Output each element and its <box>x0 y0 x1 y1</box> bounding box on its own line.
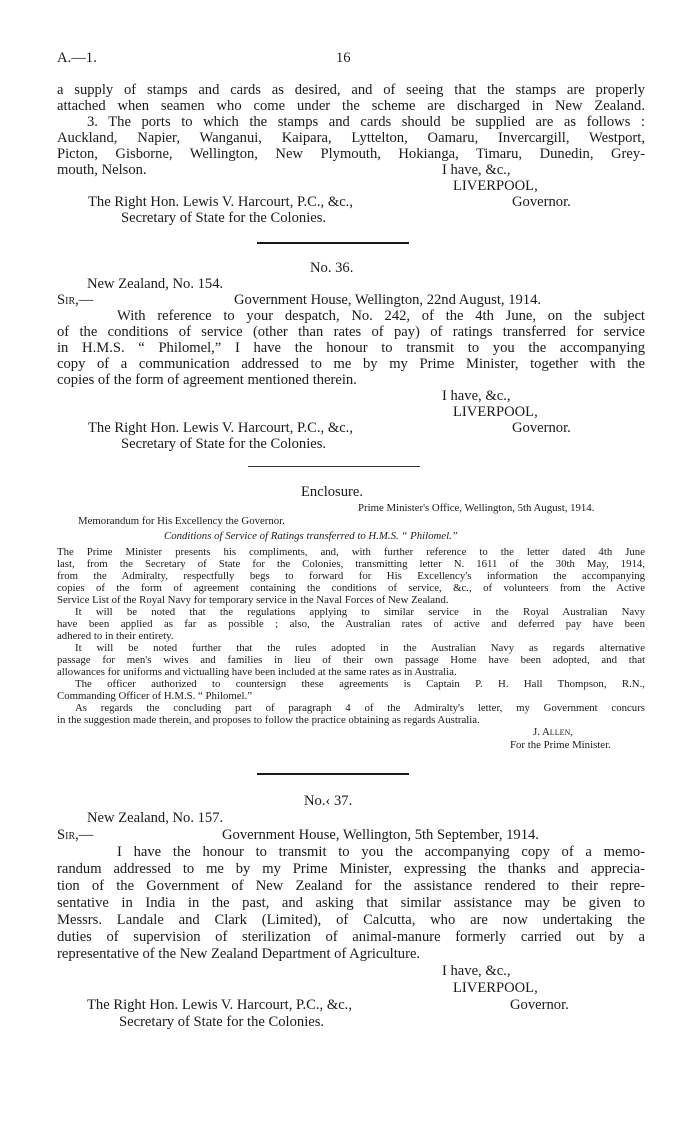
addressee-office: Secretary of State for the Colonies. <box>121 436 327 452</box>
text-line: randum addressed to me by my Prime Minister, expressing the thanks and apprecia- <box>57 861 645 877</box>
memo-line: The officer authorized to countersign these agreements is Captain P. H. Hall Thompson, R.N., <box>75 678 645 690</box>
page-number: 16 <box>336 50 351 66</box>
memo-line: last, from the Secretary of State for the Colonies, transmitting letter N. 1611 of the 30th May, 1914, <box>57 558 645 570</box>
text-line: copy of a communication addressed to me by my Prime Minister, together with the <box>57 356 645 372</box>
text-line: a supply of stamps and cards as desired, and of seeing that the stamps are properly <box>57 82 645 98</box>
memo-line: from the Admiralty, respectfully begs to forward for His Excellency's information the accompanying <box>57 570 645 582</box>
memo-line: have been applied as far as possible ; also, the Australian rates of active and deferred pay have been <box>57 618 645 630</box>
memo-line: It will be noted further that the rules adopted in the Australian Navy as regards alternative <box>75 642 645 654</box>
enclosure-heading: Enclosure. <box>301 484 364 500</box>
memo-line: passage for men's wives and families in lieu of their own passage Home have been adopted, and that <box>57 654 645 666</box>
addressee: The Right Hon. Lewis V. Harcourt, P.C., &c., <box>88 194 353 210</box>
text-line: Picton, Gisborne, Wellington, New Plymouth, Hokianga, Timaru, Dunedin, Grey- <box>57 146 645 162</box>
letter-number: No.‹ 37. <box>304 793 353 809</box>
despatch-reference: New Zealand, No. 154. <box>87 276 224 292</box>
signatory-title: Governor. <box>512 194 571 210</box>
text-line: I have the honour to transmit to you the accompanying copy of a memo- <box>117 844 645 860</box>
closing: I have, &c., <box>442 963 511 979</box>
text-line: sentative in India in the past, and asking that similar assistance may be given to <box>57 895 645 911</box>
memo-line: allowances for uniforms and victualling have been included at the same rates as in Australia. <box>57 666 457 678</box>
memo-line: copies of the form of agreement containing the conditions of service, &c., of volunteers from the Active <box>57 582 645 594</box>
text-line: Messrs. Landale and Clark (Limited), of Calcutta, who are now undertaking the <box>57 912 645 928</box>
signatory: LIVERPOOL, <box>453 404 538 420</box>
signatory: LIVERPOOL, <box>453 178 538 194</box>
text-line: attached when seamen who come under the scheme are discharged in New Zealand. <box>57 98 645 114</box>
signatory-title: Governor. <box>512 420 571 436</box>
section-rule <box>257 773 409 775</box>
memo-line: It will be noted that the regulations applying to similar service in the Royal Australian Navy <box>75 606 645 618</box>
enclosure-office: Prime Minister's Office, Wellington, 5th August, 1914. <box>358 502 595 514</box>
place-date: Government House, Wellington, 22nd August, 1914. <box>234 292 542 308</box>
text-line: representative of the New Zealand Department of Agriculture. <box>57 946 421 962</box>
text-line: tion of the Government of New Zealand for the assistance rendered to their repre- <box>57 878 645 894</box>
memo-line: in the suggestion made therein, and proposes to follow the practice obtaining as regards Australia. <box>57 714 480 726</box>
enclosure-rule <box>248 466 420 467</box>
memo-line: As regards the concluding part of paragraph 4 of the Admiralty's letter, my Government concurs <box>75 702 645 714</box>
text-line: copies of the form of agreement mentioned therein. <box>57 372 357 388</box>
text-line: in H.M.S. “ Philomel,” I have the honour to transmit to you the accompanying <box>57 340 645 356</box>
memo-line: The Prime Minister presents his compliments, and, with further reference to the letter dated 4th June <box>57 546 645 558</box>
closing: I have, &c., <box>442 388 511 404</box>
salutation: Sir,— <box>57 292 94 308</box>
memo-signer: J. Allen, <box>533 726 573 738</box>
addressee-office: Secretary of State for the Colonies. <box>121 210 327 226</box>
memorandum-heading: Memorandum for His Excellency the Governor. <box>78 515 285 527</box>
page-reference: A.—1. <box>57 50 97 66</box>
addressee: The Right Hon. Lewis V. Harcourt, P.C., &c., <box>88 420 353 436</box>
salutation: Sir,— <box>57 827 94 843</box>
letter-number: No. 36. <box>310 260 354 276</box>
text-line: mouth, Nelson. <box>57 162 147 178</box>
enclosure-subject: Conditions of Service of Ratings transferred to H.M.S. “ Philomel.” <box>164 530 458 542</box>
signatory-title: Governor. <box>510 997 569 1013</box>
place-date: Government House, Wellington, 5th September, 1914. <box>222 827 539 843</box>
signatory: LIVERPOOL, <box>453 980 538 996</box>
text-line: 3. The ports to which the stamps and cards should be supplied are as follows : <box>87 114 645 130</box>
text-line: of the conditions of service (other than rates of pay) of ratings transferred for service <box>57 324 645 340</box>
memo-line: Commanding Officer of H.M.S. “ Philomel.” <box>57 690 253 702</box>
text-line: With reference to your despatch, No. 242, of the 4th June, on the subject <box>117 308 645 324</box>
addressee: The Right Hon. Lewis V. Harcourt, P.C., &c., <box>87 997 352 1013</box>
addressee-office: Secretary of State for the Colonies. <box>119 1014 325 1030</box>
text-line: duties of supervision of sterilization of animal-manure formerly carried out by a <box>57 929 645 945</box>
section-rule <box>257 242 409 244</box>
memo-line: adhered to in their entirety. <box>57 630 174 642</box>
despatch-reference: New Zealand, No. 157. <box>87 810 224 826</box>
text-line: Auckland, Napier, Wanganui, Kaipara, Lyttelton, Oamaru, Invercargill, Westport, <box>57 130 645 146</box>
closing: I have, &c., <box>442 162 511 178</box>
memo-line: Service List of the Royal Navy for temporary service in the Naval Forces of New Zealand. <box>57 594 449 606</box>
memo-signer-title: For the Prime Minister. <box>510 739 611 751</box>
